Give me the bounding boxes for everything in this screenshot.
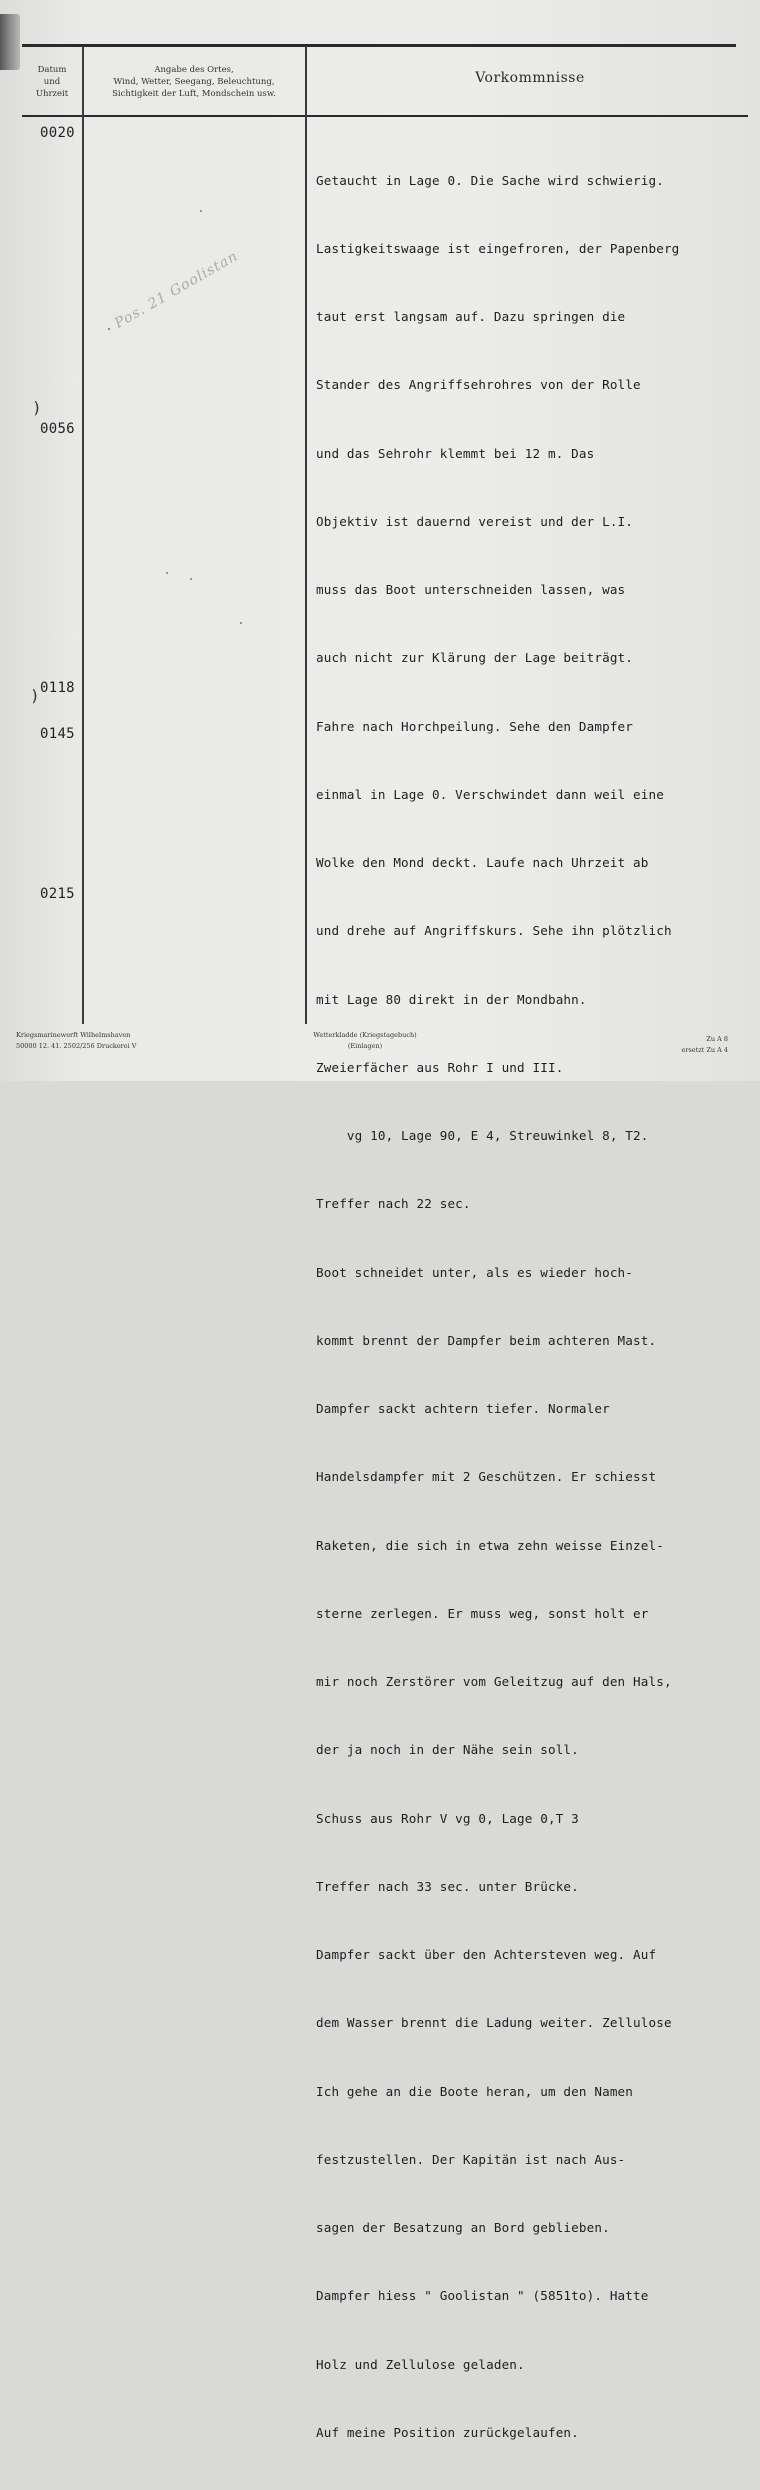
paper-speck — [190, 578, 192, 580]
log-line: auch nicht zur Klärung der Lage beiträgt. — [316, 650, 634, 666]
log-line: der ja noch in der Nähe sein soll. — [316, 1742, 579, 1758]
footer-form-title — [300, 1030, 430, 1052]
log-line: mir noch Zerstörer vom Geleitzug auf den Hals, — [316, 1674, 672, 1689]
time-entry: 0145 — [40, 726, 75, 742]
log-line: einmal in Lage 0. Verschwindet dann weil eine — [316, 786, 664, 802]
header-place-line: Angabe des Ortes, — [154, 65, 234, 75]
header-date-line: Datum — [37, 65, 67, 75]
header-date-line: und — [43, 77, 61, 87]
log-line: Auf meine Position zurückgelaufen. — [316, 2424, 579, 2440]
pencil-annotation: Pos. 21 Goolistan — [112, 248, 242, 332]
header-place-line: Sichtigkeit der Luft, Mondschein usw. — [112, 89, 276, 99]
log-line: Stander des Angriffsehrohres von der Rolle — [316, 377, 641, 393]
log-line: festzustellen. Der Kapitän ist nach Aus- — [316, 2151, 626, 2167]
header-rule — [22, 115, 748, 117]
log-entries — [316, 124, 756, 2490]
log-line: und drehe auf Angriffskurs. Sehe ihn plötzlich — [316, 923, 672, 939]
log-line: Ich gehe an die Boote heran, um den Namen — [316, 2083, 634, 2099]
margin-bracket-mark: ) — [30, 686, 40, 705]
log-line: Treffer nach 22 sec. — [316, 1196, 471, 1212]
log-line: Dampfer sackt über den Achtersteven weg. Auf — [316, 1947, 657, 1962]
column-divider-place — [305, 46, 307, 1024]
margin-bracket-mark: ) — [32, 398, 42, 417]
log-line: mit Lage 80 direkt in der Mondbahn. — [316, 991, 587, 1007]
log-line: Holz und Zellulose geladen. — [316, 2356, 525, 2372]
paper-speck — [108, 328, 110, 330]
header-date-line: Uhrzeit — [35, 89, 69, 99]
header-date-column — [24, 64, 80, 100]
log-line: Zweierfächer aus Rohr I und III. — [316, 1059, 564, 1075]
log-line: Treffer nach 33 sec. unter Brücke. — [316, 1878, 579, 1894]
log-line: dem Wasser brennt die Ladung weiter. Zellulose — [316, 2015, 672, 2031]
log-line: taut erst langsam auf. Dazu springen die — [316, 309, 626, 324]
time-entry: 0215 — [40, 886, 75, 902]
log-line: Boot schneidet unter, als es wieder hoch- — [316, 1264, 634, 1280]
log-line: Getaucht in Lage 0. Die Sache wird schwierig. — [316, 172, 664, 188]
footer-line: Wetterkladde (Kriegstagebuch) — [313, 1031, 417, 1039]
time-entry: 0056 — [40, 421, 75, 437]
log-line: Wolke den Mond deckt. Laufe nach Uhrzeit ab — [316, 855, 649, 870]
log-line: Dampfer sackt achtern tiefer. Normaler — [316, 1401, 610, 1416]
binder-clip — [0, 14, 20, 70]
footer-line: (Einlagen) — [347, 1042, 383, 1050]
time-entry: 0118 — [40, 680, 75, 696]
column-divider-date — [82, 46, 84, 1024]
time-entry: 0020 — [40, 125, 75, 141]
log-line: vg 10, Lage 90, E 4, Streuwinkel 8, T2. — [316, 1128, 649, 1143]
paper-speck — [166, 572, 168, 574]
log-line: Fahre nach Horchpeilung. Sehe den Dampfer — [316, 718, 634, 734]
header-events-title: Vorkommnisse — [475, 70, 585, 86]
footer-form-number — [652, 1034, 728, 1056]
log-line: Handelsdampfer mit 2 Geschützen. Er schiesst — [316, 1469, 657, 1485]
log-line: Raketen, die sich in etwa zehn weisse Einzel- — [316, 1537, 664, 1553]
paper-speck — [200, 210, 202, 212]
footer-line: 50000 12. 41. 2502/256 Druckerei V — [16, 1042, 137, 1050]
footer-line: Zu A 8 — [706, 1035, 728, 1043]
log-line: Dampfer hiess " Goolistan " (5851to). Hatte — [316, 2288, 649, 2304]
log-line: sagen der Besatzung an Bord geblieben. — [316, 2220, 610, 2235]
footer-line: ersetzt Zu A 4 — [681, 1046, 728, 1054]
log-line: sterne zerlegen. Er muss weg, sonst holt er — [316, 1605, 649, 1621]
paper-speck — [240, 622, 242, 624]
footer-printer-info — [16, 1030, 136, 1052]
header-place-line: Wind, Wetter, Seegang, Beleuchtung, — [113, 77, 275, 87]
log-line: und das Sehrohr klemmt bei 12 m. Das — [316, 445, 595, 461]
log-line: Lastigkeitswaage ist eingefroren, der Papenberg — [316, 240, 680, 256]
top-rule — [22, 44, 736, 47]
header-place-column — [86, 64, 302, 100]
log-line: Objektiv ist dauernd vereist und der L.I. — [316, 513, 634, 529]
log-line: muss das Boot unterschneiden lassen, was — [316, 582, 626, 597]
footer-line: Kriegsmarinewerft Wilhelmshaven — [16, 1031, 131, 1039]
log-line: kommt brennt der Dampfer beim achteren Mast. — [316, 1332, 657, 1348]
log-line: Schuss aus Rohr V vg 0, Lage 0,T 3 — [316, 1810, 579, 1826]
